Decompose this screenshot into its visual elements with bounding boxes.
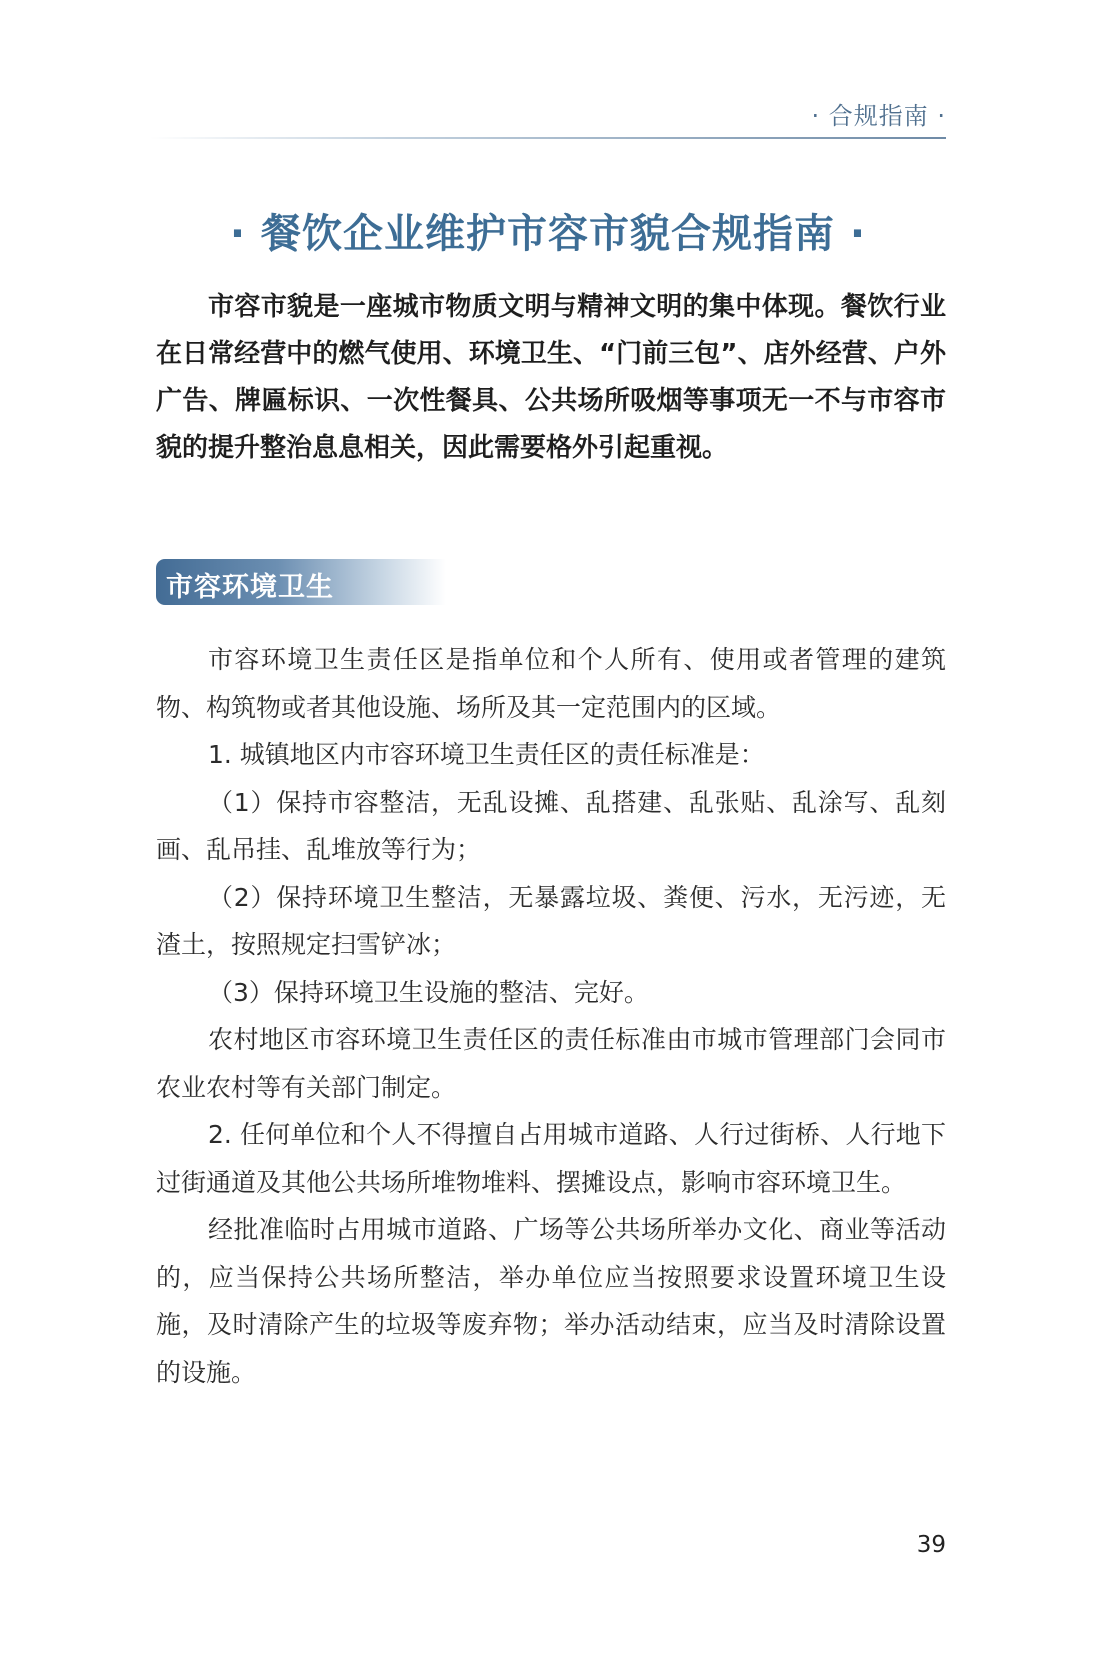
section-heading-banner [156, 559, 446, 605]
paragraph-sub-item-3: （3）保持环境卫生设施的整洁、完好。 [208, 977, 649, 1007]
section-heading: 市容环境卫生 [166, 572, 334, 603]
page-title: · 餐饮企业维护市容市貌合规指南 · [229, 211, 867, 257]
section-body [156, 636, 946, 1396]
running-header: · 合规指南 · [811, 102, 946, 130]
paragraph-item-1-intro: 1. 城镇地区内市容环境卫生责任区的责任标准是： [208, 740, 765, 769]
paragraph-sub-item-2: （2）保持环境卫生整洁，无暴露垃圾、粪便、污水，无污迹，无渣土，按照规定扫雪铲冰； [156, 882, 946, 959]
page-number: 39 [916, 1532, 946, 1558]
paragraph-temporary-use: 经批准临时占用城市道路、广场等公共场所举办文化、商业等活动的，应当保持公共场所整洁，举办单位应当按照要求设置环境卫生设施，及时清除产生的垃圾等废弃物；举办活动结束，应当及时清除设置的设施。 [156, 1215, 946, 1387]
paragraph-item-2: 2. 任何单位和个人不得擅自占用城市道路、人行过街桥、人行地下过街通道及其他公共场所堆物堆料、摆摊设点，影响市容环境卫生。 [156, 1120, 946, 1197]
intro-paragraph: 市容市貌是一座城市物质文明与精神文明的集中体现。餐饮行业在日常经营中的燃气使用、环境卫生、“门前三包”、店外经营、户外广告、牌匾标识、一次性餐具、公共场所吸烟等事项无一不与市容市貌的提升整治息息相关，因此需要格外引起重视。 [156, 292, 946, 463]
paragraph-definition: 市容环境卫生责任区是指单位和个人所有、使用或者管理的建筑物、构筑物或者其他设施、场所及其一定范围内的区域。 [156, 645, 946, 722]
paragraph-sub-item-1: （1）保持市容整洁，无乱设摊、乱搭建、乱张贴、乱涂写、乱刻画、乱吊挂、乱堆放等行为； [156, 787, 946, 864]
paragraph-rural-standard: 农村地区市容环境卫生责任区的责任标准由市城市管理部门会同市农业农村等有关部门制定。 [156, 1025, 946, 1102]
header-divider [150, 137, 946, 139]
